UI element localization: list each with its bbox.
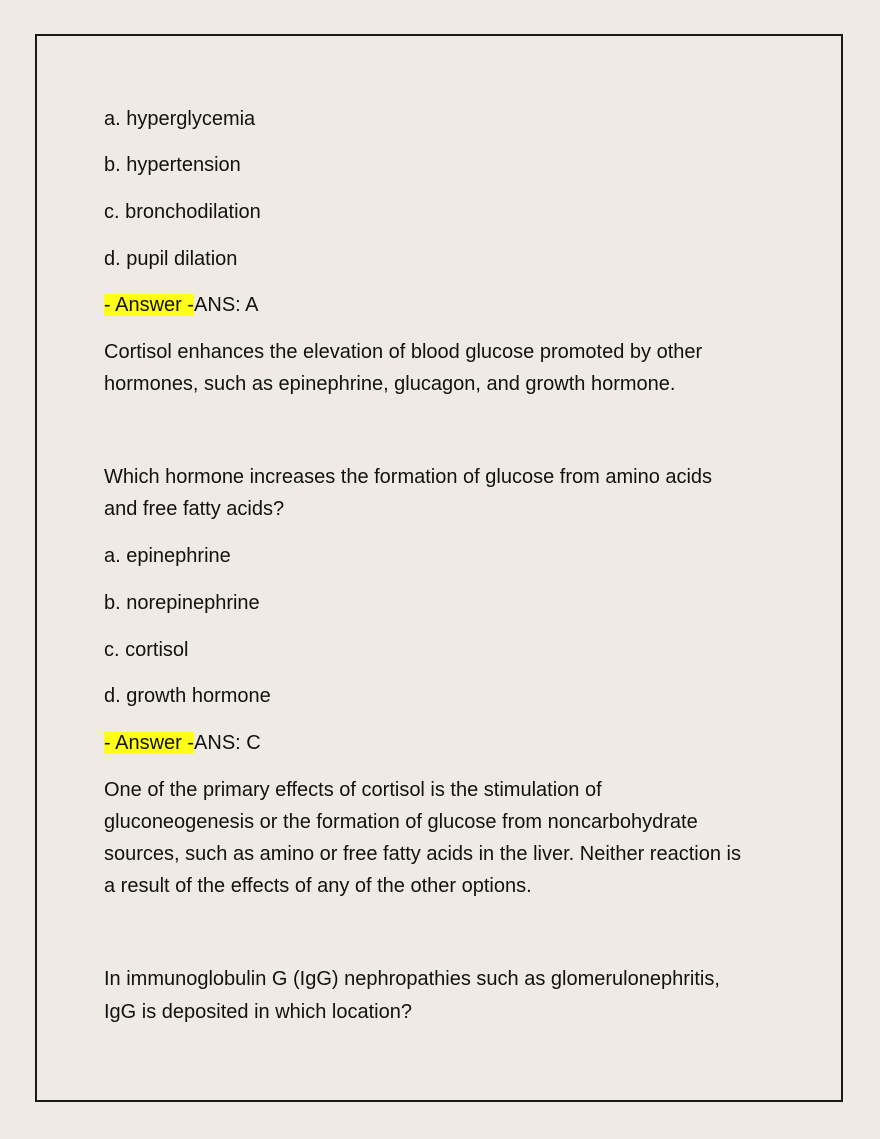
q3-question-line: IgG is deposited in which location?	[104, 1001, 412, 1023]
q2-question-line: and free fatty acids?	[104, 498, 285, 520]
q2-option-b: b. norepinephrine	[104, 592, 260, 614]
answer-highlight: - Answer -	[104, 294, 195, 316]
q2-explanation-line: sources, such as amino or free fatty acids in the liver. Neither reaction is	[104, 843, 741, 865]
q2-answer	[104, 727, 261, 759]
answer-value: ANS: C	[194, 732, 261, 754]
q2-option-a: a. epinephrine	[104, 545, 231, 567]
q2-explanation-line: One of the primary effects of cortisol is the stimulation of	[104, 779, 602, 801]
q2-option-d: d. growth hormone	[104, 685, 271, 707]
q1-explanation-line: hormones, such as epinephrine, glucagon, and growth hormone.	[104, 373, 676, 395]
q2-explanation-line: gluconeogenesis or the formation of glucose from noncarbohydrate	[104, 811, 698, 833]
q1-answer	[104, 289, 259, 321]
answer-value: ANS: A	[194, 294, 259, 316]
q1-explanation-line: Cortisol enhances the elevation of blood glucose promoted by other	[104, 341, 703, 363]
q2-option-c: c. cortisol	[104, 639, 189, 661]
q1-option-d: d. pupil dilation	[104, 248, 238, 270]
q2-question-line: Which hormone increases the formation of glucose from amino acids	[104, 466, 713, 488]
answer-highlight: - Answer -	[104, 732, 195, 754]
q1-option-c: c. bronchodilation	[104, 201, 261, 223]
q2-explanation-line: a result of the effects of any of the other options.	[104, 875, 532, 897]
q3-question-line: In immunoglobulin G (IgG) nephropathies such as glomerulonephritis,	[104, 968, 720, 990]
q1-option-b: b. hypertension	[104, 154, 241, 176]
q1-option-a: a. hyperglycemia	[104, 108, 256, 130]
